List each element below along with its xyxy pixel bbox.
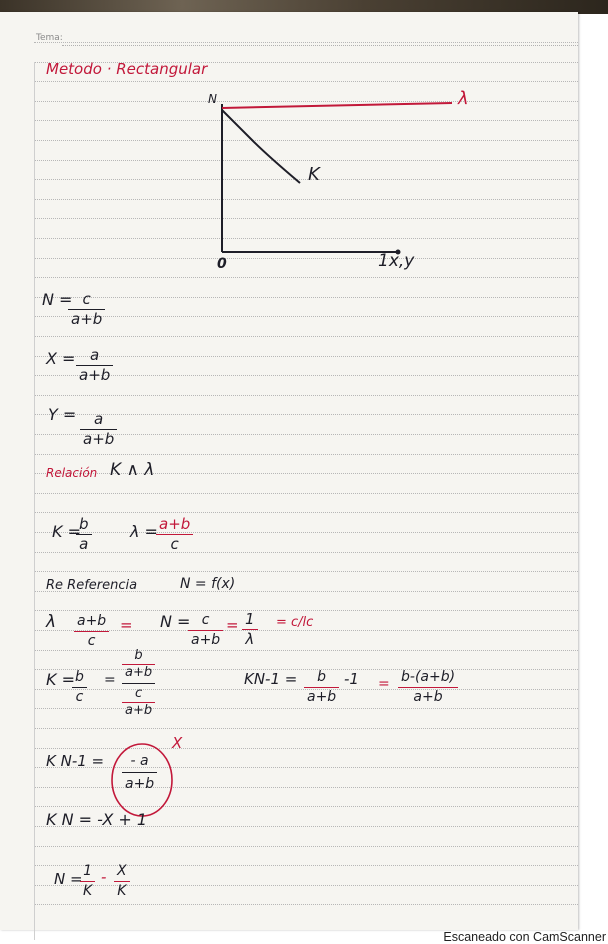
line-n-lhs: N = xyxy=(160,612,191,631)
line-kn1-den: a+b xyxy=(307,689,337,705)
graph-k-label: K xyxy=(308,164,320,185)
line-n-fraction-1 xyxy=(188,611,223,650)
eq-n-fraction xyxy=(68,290,105,329)
line-final-den1: K xyxy=(83,883,93,899)
line-n-eq: = xyxy=(226,616,239,634)
page-title: Metodo · Rectangular xyxy=(46,60,208,78)
referencia-title: Re Referencia xyxy=(46,578,138,593)
line-kn: K N = -X + 1 xyxy=(46,810,148,829)
line-k-top-den: a+b xyxy=(125,665,153,680)
line-k-bot-num: c xyxy=(134,686,143,701)
line-kn1-result-mark: X xyxy=(172,734,183,752)
line-kn1-result-lhs: K N-1 = xyxy=(46,752,105,770)
graph-origin-label: 0 xyxy=(217,256,227,272)
line-kn1-fraction-2 xyxy=(398,668,458,707)
eq-x-den: a+b xyxy=(79,366,111,384)
relacion-vars: K ∧ λ xyxy=(110,460,155,480)
line-n-tail: = c/lc xyxy=(276,615,314,630)
eq-k-den: a xyxy=(79,535,89,553)
eq-n-num: c xyxy=(82,290,91,308)
line-lambda-fraction xyxy=(74,612,109,651)
eq-x-num: a xyxy=(90,346,100,364)
line-final-lhs: N = xyxy=(54,870,83,888)
line-k-fraction xyxy=(72,668,87,707)
graph-k-line xyxy=(222,110,300,183)
eq-lambda-den: c xyxy=(170,535,179,553)
line-lambda-lhs: λ xyxy=(46,612,57,632)
line-k-num: b xyxy=(75,669,84,685)
eq-k-fraction xyxy=(76,515,92,554)
line-kn1-minus: -1 xyxy=(344,670,359,688)
eq-lambda-fraction xyxy=(156,515,193,554)
line-kn1-num: b xyxy=(317,669,327,685)
line-final-minus: - xyxy=(101,868,107,886)
line-kn1-eq: = xyxy=(378,676,390,692)
line-n-den2: λ xyxy=(245,630,255,648)
line-final-fraction-1 xyxy=(80,862,95,901)
line-k-eq: = xyxy=(104,672,116,688)
eq-y-lhs: Y = xyxy=(48,405,77,424)
line-kn1-fraction xyxy=(304,668,339,707)
eq-k-num: b xyxy=(79,515,89,533)
relacion-title: Relación xyxy=(46,466,98,480)
line-k-bot-den: a+b xyxy=(125,703,153,718)
eq-y-fraction xyxy=(80,410,117,449)
line-kn1-lhs: KN-1 = xyxy=(244,670,298,688)
line-n-num2: 1 xyxy=(245,610,255,628)
eq-x-lhs: X = xyxy=(46,349,76,368)
eq-lambda-num: a+b xyxy=(159,515,191,533)
eq-n-lhs: N = xyxy=(42,290,73,309)
tema-label: Tema: xyxy=(36,33,63,43)
line-k-lhs: K = xyxy=(46,670,75,689)
graph-y-label: N xyxy=(208,92,217,106)
line-k-top-num: b xyxy=(134,648,143,663)
eq-x-fraction xyxy=(76,346,113,385)
line-final-num1: 1 xyxy=(83,863,93,879)
graph-lambda-label: λ xyxy=(458,88,469,109)
eq-n-den: a+b xyxy=(71,310,103,328)
line-final-fraction-2 xyxy=(114,862,130,901)
line-lambda-den: c xyxy=(87,633,96,649)
line-kn1-den2: a+b xyxy=(413,689,443,705)
line-kn1-num2: b-(a+b) xyxy=(401,669,456,685)
eq-y-den: a+b xyxy=(83,430,115,448)
eq-k-lhs: K = xyxy=(52,522,81,541)
line-kn1-result-den: a+b xyxy=(125,776,155,792)
eq-y-num: a xyxy=(94,410,104,428)
referencia-fn: N = f(x) xyxy=(180,576,236,592)
fraction-main-bar xyxy=(122,683,155,684)
line-kn1-result-num: - a xyxy=(130,753,149,769)
graph-lambda-line xyxy=(222,103,452,108)
eq-lambda-lhs: λ = xyxy=(130,522,158,541)
line-lambda-num: a+b xyxy=(77,613,107,629)
line-n-num1: c xyxy=(201,612,210,628)
camscanner-watermark: Escaneado con CamScanner xyxy=(443,930,606,944)
line-final-den2: K xyxy=(117,883,127,899)
line-k-complex-fraction xyxy=(122,648,155,719)
line-n-fraction-2 xyxy=(242,610,258,649)
line-n-den1: a+b xyxy=(191,632,221,648)
line-k-den: c xyxy=(75,689,84,705)
line-final-num2: X xyxy=(117,863,127,879)
graph-x-label: 1x,y xyxy=(378,251,415,271)
line-lambda-eq: = xyxy=(120,616,133,634)
line-kn1-result-fraction xyxy=(122,750,157,795)
